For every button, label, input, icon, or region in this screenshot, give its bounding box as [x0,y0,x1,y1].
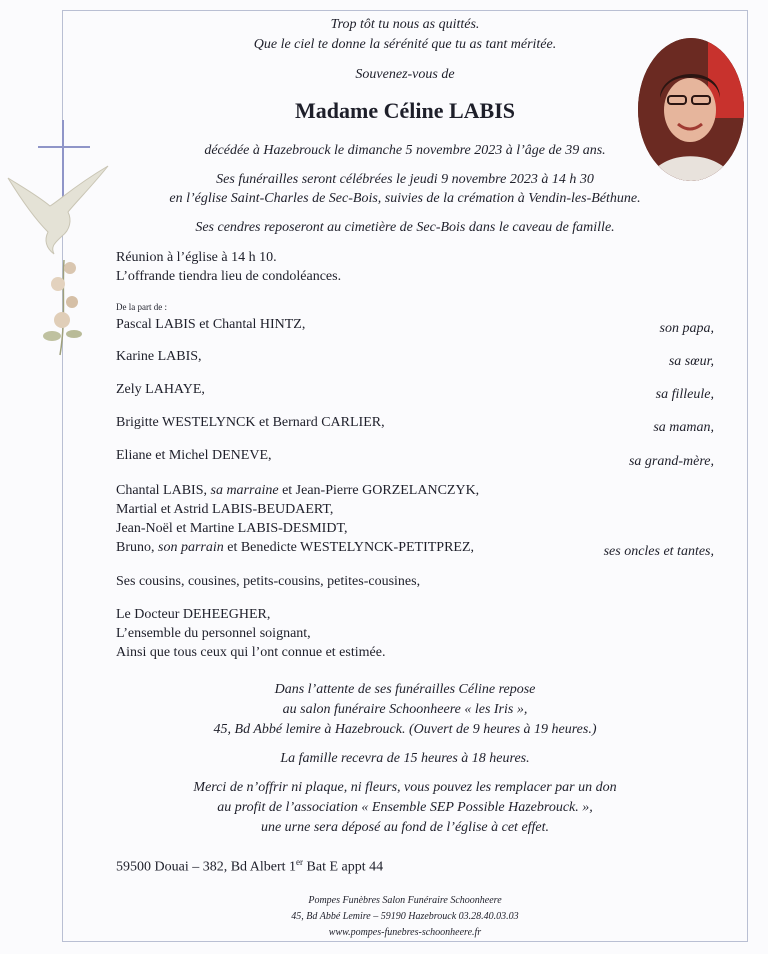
reunion-line-1: Réunion à l’église à 14 h 10. [116,250,277,265]
bruno-partner: et Benedicte WESTELYNCK-PETITPREZ, [227,540,475,555]
attente-line-2: au salon funéraire Schoonheere « les Iris », [282,702,528,717]
family-rel-pascal: son papa, [659,321,714,336]
funerailles-line-2: en l’église Saint-Charles de Sec-Bois, suivies de la crémation à Vendin-les-Béthune. [169,191,641,206]
cendres-text: Ses cendres reposeront au cimetière de Sec-Bois dans le caveau de famille. [195,220,615,235]
family-line-chantal [116,482,479,500]
reunion-line-2: L’offrande tiendra lieu de condoléances. [116,269,342,284]
family-name-karine: Karine LABIS, [116,349,202,364]
souvenez-text: Souvenez-vous de [355,67,455,82]
family-rel-eliane: sa grand-mère, [628,454,714,469]
address-superscript: er [296,857,304,867]
family-line-cousins: Ses cousins, cousines, petits-cousins, petites-cousines, [116,574,421,589]
footer-website: www.pompes-funebres-schoonheere.fr [328,927,482,938]
verse-line-1: Trop tôt tu nous as quittés. [330,17,480,32]
attente-line-1: Dans l’attente de ses funérailles Céline repose [274,682,536,697]
bruno-role: son parrain [158,540,224,555]
funerailles-line-1: Ses funérailles seront célébrées le jeudi 9 novembre 2023 à 14 h 30 [216,172,594,187]
family-rel-karine: sa sœur, [668,354,714,369]
address-part-2: Bat E appt 44 [303,859,384,875]
chantal-partner: et Jean-Pierre GORZELANCZYK, [282,483,480,498]
footer-line-2: 45, Bd Abbé Lemire – 59190 Hazebrouck 03.28.40.03.03 [291,911,519,922]
docteur-line-2: L’ensemble du personnel soignant, [116,626,311,641]
family-rel-zely: sa filleule, [655,387,714,402]
docteur-line-3: Ainsi que tous ceux qui l’ont connue et estimée. [116,645,386,660]
docteur-line-1: Le Docteur DEHEEGHER, [116,607,271,622]
family-address [116,853,383,877]
family-line-jeannoel: Jean-Noël et Martine LABIS-DESMIDT, [116,521,348,536]
merci-line-3: une urne sera déposé au fond de l’église à cet effet. [260,820,550,835]
chantal-role: sa marraine [210,483,279,498]
recevra-text: La famille recevra de 15 heures à 18 heures. [280,751,530,766]
address-part-1: 59500 Douai – 382, Bd Albert 1 [116,859,297,875]
de-la-part-label: De la part de : [116,302,167,312]
deceased-name: Madame Céline LABIS [295,98,515,123]
bruno-name: Bruno, [116,540,155,555]
merci-line-2: au profit de l’association « Ensemble SEP Possible Hazebrouck. », [217,800,593,815]
footer-line-1: Pompes Funèbres Salon Funéraire Schoonheere [308,895,502,906]
verse-line-2: Que le ciel te donne la sérénité que tu as tant méritée. [253,37,557,52]
family-rel-oncles: ses oncles et tantes, [603,544,714,559]
deces-text: décédée à Hazebrouck le dimanche 5 novembre 2023 à l’âge de 39 ans. [204,143,606,158]
family-line-bruno [116,539,474,557]
attente-line-3: 45, Bd Abbé lemire à Hazebrouck. (Ouvert de 9 heures à 19 heures.) [213,722,597,737]
family-name-brigitte: Brigitte WESTELYNCK et Bernard CARLIER, [116,415,385,430]
family-name-eliane: Eliane et Michel DENEVE, [116,448,272,463]
family-rel-brigitte: sa maman, [653,420,714,435]
family-name-zely: Zely LAHAYE, [116,382,205,397]
family-line-martial: Martial et Astrid LABIS-BEUDAERT, [116,502,334,517]
chantal-name: Chantal LABIS, [116,483,207,498]
merci-line-1: Merci de n’offrir ni plaque, ni fleurs, vous pouvez les remplacer par un don [193,780,617,795]
family-name-pascal: Pascal LABIS et Chantal HINTZ, [116,317,306,332]
